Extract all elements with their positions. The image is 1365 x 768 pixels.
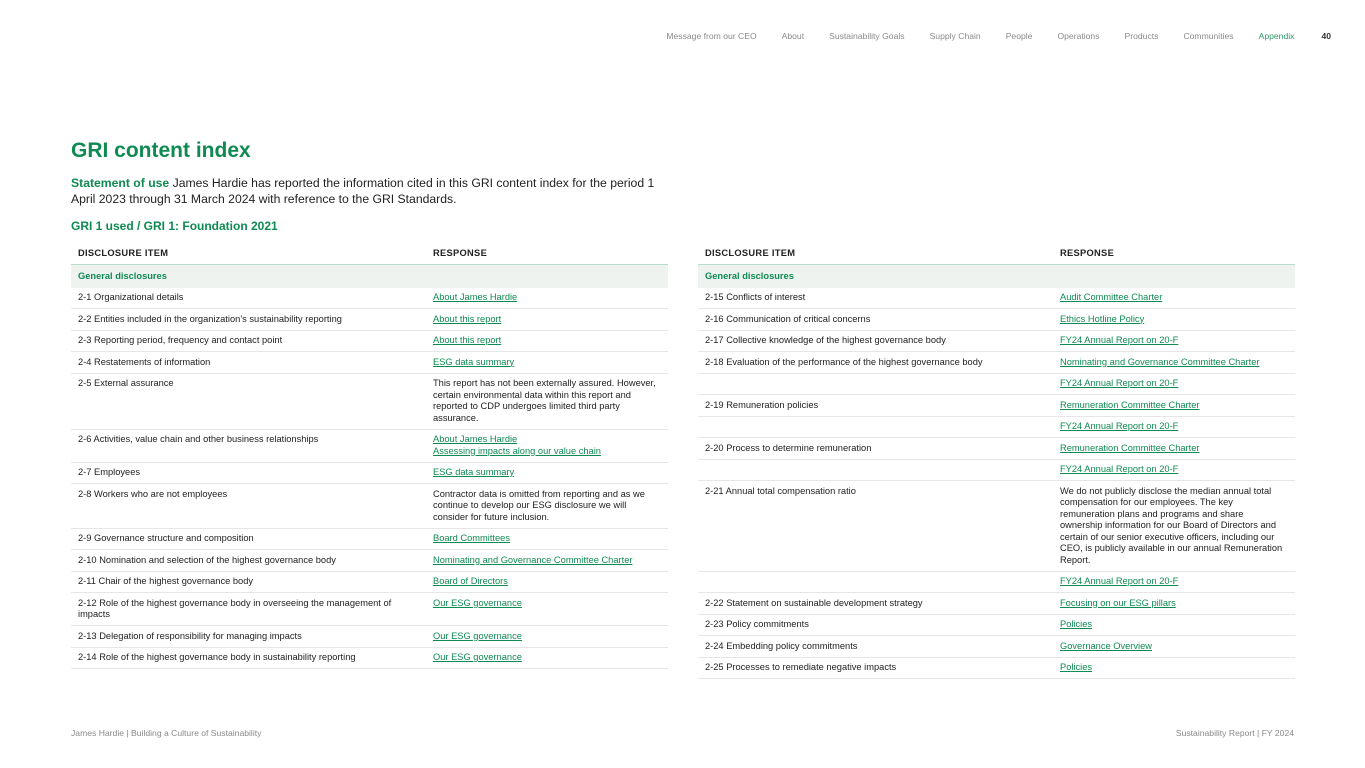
top-navigation xyxy=(666,31,1331,41)
table-header-row xyxy=(698,242,1295,264)
table-row xyxy=(698,614,1295,636)
table-header-row xyxy=(71,242,668,264)
response-cell xyxy=(1053,395,1295,417)
response-link[interactable]: FY24 Annual Report on 20-F xyxy=(1060,421,1179,431)
table-row xyxy=(698,657,1295,679)
disclosure-item xyxy=(698,416,1053,438)
response-link[interactable]: Our ESG governance xyxy=(433,630,522,641)
disclosure-item: 2-6 Activities, value chain and other business relationships xyxy=(71,429,426,462)
disclosure-table-left xyxy=(71,242,668,669)
disclosure-item xyxy=(698,459,1053,481)
disclosure-item: 2-3 Reporting period, frequency and contact point xyxy=(71,330,426,352)
response-link[interactable]: Nominating and Governance Committee Charter xyxy=(1060,356,1260,367)
disclosure-item: 2-15 Conflicts of interest xyxy=(698,288,1053,309)
table-row xyxy=(698,593,1295,615)
table-row xyxy=(71,373,668,429)
response-cell xyxy=(426,288,668,309)
table-row xyxy=(698,636,1295,658)
response-cell xyxy=(1053,636,1295,658)
response-link[interactable]: Our ESG governance xyxy=(433,652,522,662)
response-link[interactable]: About this report xyxy=(433,335,502,345)
disclosure-item xyxy=(698,571,1053,593)
response-cell xyxy=(426,309,668,331)
response-cell xyxy=(1053,416,1295,438)
gri-subheading: GRI 1 used / GRI 1: Foundation 2021 xyxy=(71,219,278,233)
response-cell xyxy=(1053,459,1295,481)
disclosure-item: 2-4 Restatements of information xyxy=(71,352,426,374)
table-row xyxy=(71,647,668,669)
response-text: This report has not been externally assured. However, certain environmental data within this report and reported to CDP undergoes limited third party assurance. xyxy=(433,378,656,423)
response-cell xyxy=(1053,614,1295,636)
response-link[interactable]: Board of Directors xyxy=(433,576,508,586)
response-link[interactable]: Remuneration Committee Charter xyxy=(1060,399,1200,410)
statement-of-use xyxy=(71,176,661,207)
response-text: We do not publicly disclose the median annual total compensation for our employees. The key remuneration plans and programs and share ownership information for our Board of Directors and certain of our senior executive officers, including our CEO, is publicly available in our annual Remuneration Report. xyxy=(1060,485,1283,565)
disclosure-item: 2-14 Role of the highest governance body in sustainability reporting xyxy=(71,647,426,669)
table-row xyxy=(71,484,668,529)
response-cell xyxy=(426,626,668,648)
response-cell xyxy=(426,550,668,572)
disclosure-item: 2-20 Process to determine remuneration xyxy=(698,438,1053,460)
table-row xyxy=(698,438,1295,460)
response-link[interactable]: Board Committees xyxy=(433,533,510,543)
section-row xyxy=(698,264,1295,288)
response-link[interactable]: FY24 Annual Report on 20-F xyxy=(1060,335,1179,345)
disclosure-item: 2-5 External assurance xyxy=(71,373,426,429)
response-cell xyxy=(1053,481,1295,572)
disclosure-item: 2-16 Communication of critical concerns xyxy=(698,309,1053,331)
response-text: Contractor data is omitted from reporting and as we continue to develop our ESG disclosure we will consider for future inclusion. xyxy=(433,488,645,522)
nav-item-message-from-our-ceo[interactable]: Message from our CEO xyxy=(666,31,757,41)
table-row xyxy=(698,373,1295,395)
response-link[interactable]: Policies xyxy=(1060,662,1093,672)
response-cell xyxy=(1053,657,1295,679)
section-label: General disclosures xyxy=(71,264,668,288)
response-link[interactable]: FY24 Annual Report on 20-F xyxy=(1060,576,1179,586)
table-row xyxy=(71,593,668,626)
response-link[interactable]: About this report xyxy=(433,313,502,324)
disclosure-item: 2-8 Workers who are not employees xyxy=(71,484,426,529)
response-cell xyxy=(426,373,668,429)
response-cell xyxy=(426,593,668,626)
response-cell xyxy=(1053,438,1295,460)
table-row xyxy=(71,550,668,572)
column-header-response: RESPONSE xyxy=(1053,242,1295,264)
response-cell xyxy=(426,647,668,669)
table-row xyxy=(71,429,668,462)
page-number: 40 xyxy=(1321,31,1331,41)
disclosure-item: 2-24 Embedding policy commitments xyxy=(698,636,1053,658)
table-row xyxy=(71,571,668,593)
response-cell xyxy=(1053,571,1295,593)
response-link[interactable]: About James Hardie xyxy=(433,434,518,444)
response-link[interactable]: Policies xyxy=(1060,619,1093,629)
table-row xyxy=(71,462,668,484)
table-row xyxy=(71,528,668,550)
response-link[interactable]: Our ESG governance xyxy=(433,597,522,608)
disclosure-item: 2-19 Remuneration policies xyxy=(698,395,1053,417)
table-row xyxy=(698,330,1295,352)
response-cell xyxy=(1053,330,1295,352)
response-link[interactable]: ESG data summary xyxy=(433,467,515,477)
response-link[interactable]: Focusing on our ESG pillars xyxy=(1060,597,1176,608)
table-row xyxy=(698,571,1295,593)
table-row xyxy=(698,288,1295,309)
disclosure-item: 2-18 Evaluation of the performance of the highest governance body xyxy=(698,352,1053,374)
disclosure-item: 2-17 Collective knowledge of the highest governance body xyxy=(698,330,1053,352)
table-row xyxy=(698,352,1295,374)
nav-item-people[interactable]: People xyxy=(1005,31,1033,41)
disclosure-item: 2-7 Employees xyxy=(71,462,426,484)
response-link[interactable]: About James Hardie xyxy=(433,292,518,302)
statement-lead: Statement of use xyxy=(71,176,170,190)
response-cell xyxy=(426,462,668,484)
column-header-item: DISCLOSURE ITEM xyxy=(698,242,1053,264)
page-title: GRI content index xyxy=(71,139,251,162)
response-link[interactable]: Assessing impacts along our value chain xyxy=(433,445,601,456)
response-cell xyxy=(426,528,668,550)
disclosure-item: 2-2 Entities included in the organization’s sustainability reporting xyxy=(71,309,426,331)
disclosure-item: 2-10 Nomination and selection of the highest governance body xyxy=(71,550,426,572)
nav-item-products[interactable]: Products xyxy=(1124,31,1159,41)
table-row xyxy=(698,309,1295,331)
disclosure-item: 2-23 Policy commitments xyxy=(698,614,1053,636)
column-header-item: DISCLOSURE ITEM xyxy=(71,242,426,264)
disclosure-item: 2-13 Delegation of responsibility for managing impacts xyxy=(71,626,426,648)
table-row xyxy=(71,309,668,331)
statement-text: James Hardie has reported the information cited in this GRI content index for the period 1 April 2023 through 31 March 2024 with reference to the GRI Standards. xyxy=(71,176,655,206)
disclosure-item: 2-12 Role of the highest governance body in overseeing the management of impacts xyxy=(71,593,426,626)
response-cell xyxy=(1053,288,1295,309)
response-cell xyxy=(426,352,668,374)
response-cell xyxy=(1053,309,1295,331)
table-row xyxy=(71,626,668,648)
column-header-response: RESPONSE xyxy=(426,242,668,264)
response-cell xyxy=(1053,373,1295,395)
disclosure-item xyxy=(698,373,1053,395)
disclosure-table-right xyxy=(698,242,1295,679)
response-cell xyxy=(426,484,668,529)
nav-item-supply-chain[interactable]: Supply Chain xyxy=(929,31,981,41)
disclosure-item: 2-9 Governance structure and composition xyxy=(71,528,426,550)
response-link[interactable]: Remuneration Committee Charter xyxy=(1060,442,1200,453)
nav-item-sustainability-goals[interactable]: Sustainability Goals xyxy=(829,31,905,41)
table-row xyxy=(71,288,668,309)
response-link[interactable]: Ethics Hotline Policy xyxy=(1060,313,1145,324)
response-cell xyxy=(426,429,668,462)
table-row xyxy=(71,330,668,352)
response-cell xyxy=(426,571,668,593)
section-label: General disclosures xyxy=(698,264,1295,288)
section-row xyxy=(71,264,668,288)
response-link[interactable]: Governance Overview xyxy=(1060,640,1152,651)
footer-right: Sustainability Report | FY 2024 xyxy=(1175,728,1294,738)
disclosure-item: 2-1 Organizational details xyxy=(71,288,426,309)
disclosure-item: 2-22 Statement on sustainable development strategy xyxy=(698,593,1053,615)
table-row xyxy=(698,459,1295,481)
disclosure-item: 2-11 Chair of the highest governance body xyxy=(71,571,426,593)
table-row xyxy=(698,481,1295,572)
table-row xyxy=(698,395,1295,417)
footer-left: James Hardie | Building a Culture of Sustainability xyxy=(71,728,262,738)
nav-item-about[interactable]: About xyxy=(781,31,805,41)
response-cell xyxy=(1053,593,1295,615)
nav-item-communities[interactable]: Communities xyxy=(1183,31,1234,41)
nav-item-appendix[interactable]: Appendix xyxy=(1258,31,1295,41)
response-link[interactable]: ESG data summary xyxy=(433,356,515,367)
response-link[interactable]: Audit Committee Charter xyxy=(1060,292,1163,302)
table-row xyxy=(71,352,668,374)
response-cell xyxy=(426,330,668,352)
response-link[interactable]: FY24 Annual Report on 20-F xyxy=(1060,464,1179,474)
disclosure-item: 2-21 Annual total compensation ratio xyxy=(698,481,1053,572)
nav-item-operations[interactable]: Operations xyxy=(1057,31,1100,41)
response-link[interactable]: Nominating and Governance Committee Charter xyxy=(433,554,633,565)
table-row xyxy=(698,416,1295,438)
response-link[interactable]: FY24 Annual Report on 20-F xyxy=(1060,378,1179,388)
disclosure-item: 2-25 Processes to remediate negative impacts xyxy=(698,657,1053,679)
response-cell xyxy=(1053,352,1295,374)
